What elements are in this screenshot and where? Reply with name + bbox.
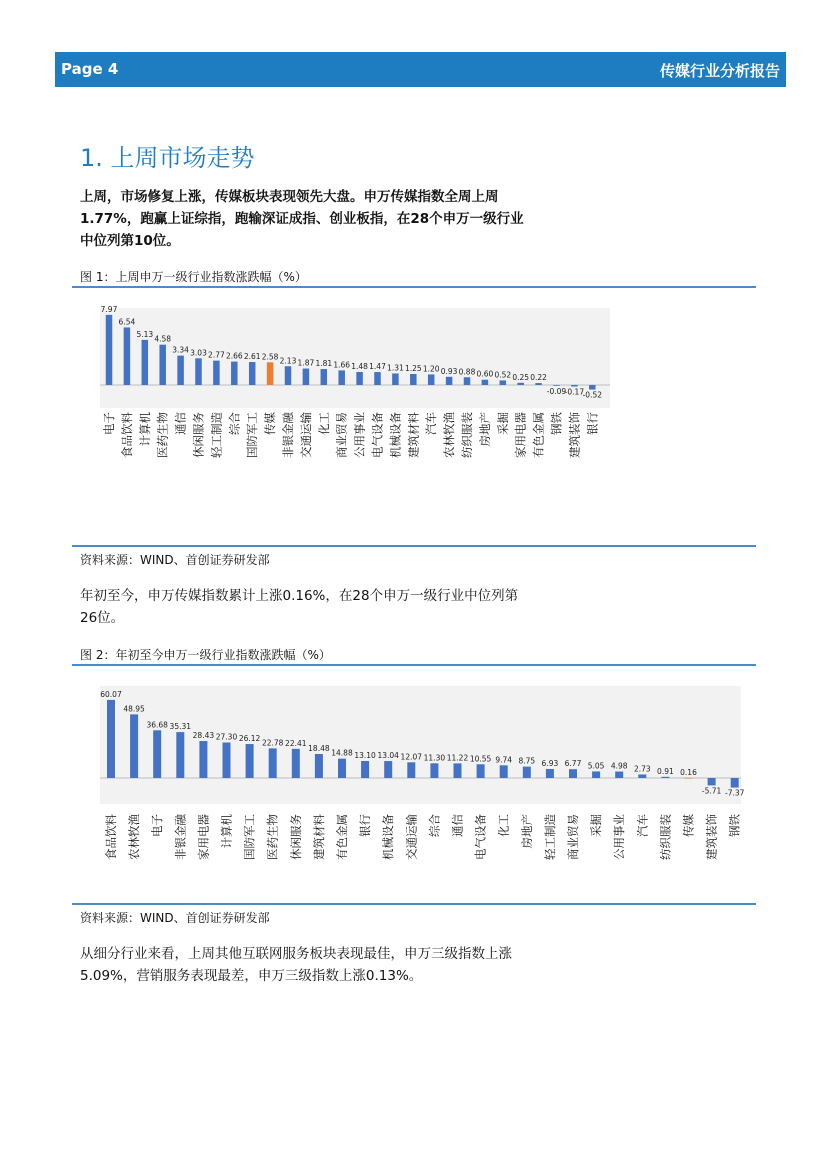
bar-1: [107, 700, 115, 778]
data-label-12: 1.87: [297, 358, 315, 368]
category-label-15: 综合: [427, 814, 442, 837]
category-label-16: 电气设备: [370, 412, 385, 458]
bar-2: [124, 327, 130, 385]
bar-4: [176, 732, 184, 778]
category-label-7: 国防军工: [242, 814, 257, 860]
bar-21: [569, 769, 577, 778]
category-label-18: 化工: [496, 814, 511, 837]
category-label-8: 综合: [227, 412, 242, 435]
data-label-25: 0.91: [657, 766, 674, 776]
category-label-9: 休闲服务: [288, 814, 303, 860]
data-label-1: 60.07: [100, 689, 122, 699]
bar-13: [384, 761, 392, 778]
category-label-27: 建筑装饰: [704, 814, 719, 860]
data-label-19: 8.75: [518, 756, 536, 766]
bar-14: [407, 762, 415, 778]
data-label-6: 3.03: [190, 348, 207, 358]
data-label-26: -0.09: [546, 386, 567, 396]
bar-13: [321, 369, 328, 385]
data-label-10: 2.58: [261, 352, 279, 362]
category-label-19: 房地产: [519, 814, 534, 849]
category-label-12: 银行: [358, 814, 373, 837]
category-label-13: 机械设备: [381, 814, 396, 860]
category-label-26: 传媒: [681, 814, 696, 837]
subsector-paragraph: 从细分行业来看，上周其他互联网服务板块表现最佳，申万三级指数上涨5.09%，营销服务表现最差，申万三级指数上涨0.13%。: [80, 946, 512, 984]
data-label-10: 18.48: [308, 743, 330, 753]
page-header: [55, 52, 786, 87]
category-label-11: 有色金属: [335, 814, 349, 860]
bar-8: [231, 362, 238, 385]
bar-10: [267, 362, 274, 385]
bar-17: [477, 764, 485, 778]
category-label-12: 交通运输: [298, 412, 313, 458]
category-label-14: 交通运输: [404, 814, 419, 860]
data-label-13: 13.04: [377, 751, 399, 761]
bar-17: [392, 373, 399, 385]
category-label-8: 医药生物: [265, 814, 280, 860]
data-label-15: 1.48: [351, 361, 368, 371]
category-label-21: 商业贸易: [566, 814, 580, 860]
bar-4: [159, 345, 166, 385]
data-label-3: 36.68: [146, 720, 168, 730]
category-label-6: 休闲服务: [191, 412, 206, 458]
bar-11: [285, 366, 292, 385]
bar-19: [523, 767, 531, 778]
bar-16: [454, 763, 462, 778]
bar-9: [249, 362, 256, 385]
page-number: Page 4: [61, 60, 119, 78]
bar-1: [106, 315, 113, 385]
data-label-2: 48.95: [123, 704, 145, 714]
category-label-22: 房地产: [477, 412, 492, 447]
data-label-7: 2.77: [208, 350, 225, 360]
data-label-24: 2.73: [633, 764, 651, 774]
data-label-19: 1.20: [422, 364, 440, 374]
data-label-18: 1.25: [404, 364, 422, 373]
bar-21: [464, 377, 471, 385]
bar-28: [589, 385, 596, 390]
figure-1-chart: [72, 290, 756, 542]
bar-25: [661, 777, 669, 778]
category-label-23: 采掘: [495, 412, 510, 435]
bar-22: [482, 380, 489, 385]
category-label-14: 商业贸易: [334, 412, 349, 458]
bar-27: [708, 778, 716, 785]
data-label-23: 4.98: [610, 761, 628, 771]
category-label-26: 钢铁: [549, 412, 564, 435]
figure-2-bottom-rule: [72, 903, 756, 905]
data-label-24: 0.25: [512, 372, 530, 382]
category-label-2: 农林牧渔: [127, 814, 142, 860]
data-label-7: 26.12: [238, 734, 261, 744]
category-label-11: 非银金融: [281, 412, 295, 458]
data-label-8: 2.66: [225, 351, 243, 361]
data-label-25: 0.22: [530, 373, 547, 383]
data-label-17: 1.31: [387, 363, 404, 373]
bar-22: [592, 771, 600, 778]
data-label-23: 0.52: [494, 370, 512, 380]
category-label-1: 食品饮料: [104, 814, 118, 860]
report-title: 传媒行业分析报告: [659, 62, 780, 80]
bar-20: [546, 769, 554, 778]
bar-14: [338, 370, 345, 385]
category-label-24: 汽车: [635, 814, 650, 837]
category-label-25: 纺织服装: [658, 814, 673, 860]
figure-1-bottom-rule: [72, 545, 756, 547]
bar-15: [430, 763, 438, 778]
bar-28: [731, 778, 739, 788]
data-label-5: 28.43: [192, 731, 215, 741]
category-label-2: 食品饮料: [119, 412, 134, 458]
data-label-11: 2.13: [279, 356, 297, 366]
category-label-19: 汽车: [424, 412, 439, 435]
bar-8: [269, 748, 277, 778]
data-label-4: 4.58: [154, 334, 172, 344]
figure-2-chart: [72, 668, 756, 902]
category-label-3: 计算机: [137, 412, 152, 447]
data-label-16: 1.47: [369, 362, 386, 372]
bar-26: [553, 385, 560, 386]
data-label-1: 7.97: [100, 304, 118, 314]
category-label-20: 农林牧渔: [442, 412, 457, 458]
data-label-4: 35.31: [169, 722, 192, 732]
data-label-11: 14.88: [331, 748, 353, 758]
figure-2-top-rule: [72, 664, 756, 666]
category-label-20: 轻工制造: [542, 814, 557, 860]
category-label-25: 有色金属: [531, 412, 546, 458]
data-label-28: -7.37: [724, 788, 745, 798]
intro-paragraph: 上周，市场修复上涨，传媒板块表现领先大盘。申万传媒指数全周上周1.77%，跑赢上证综指，跑输深证成指、创业板指，在28个申万一级行业中位列第10位。: [80, 189, 524, 249]
bar-6: [195, 358, 202, 385]
data-label-3: 5.13: [136, 329, 154, 339]
plot-area: [100, 686, 741, 804]
bar-16: [374, 372, 381, 385]
bar-12: [361, 761, 369, 778]
bar-12: [303, 369, 310, 385]
data-label-2: 6.54: [118, 317, 136, 327]
category-label-23: 公用事业: [612, 814, 627, 860]
figure-1-caption: 图 1：上周申万一级行业指数涨跌幅（%）: [80, 270, 307, 284]
bar-27: [571, 385, 578, 386]
data-label-26: 0.16: [680, 767, 697, 777]
bar-24: [638, 774, 646, 778]
bar-2: [130, 714, 138, 778]
data-label-22: 0.60: [476, 369, 494, 379]
plot-area: [100, 308, 610, 408]
data-label-28: -0.52: [582, 390, 603, 400]
data-label-17: 10.55: [469, 754, 492, 764]
data-label-16: 11.22: [446, 753, 469, 763]
category-label-9: 国防军工: [245, 412, 260, 458]
category-label-18: 建筑材料: [406, 412, 421, 458]
data-label-9: 22.41: [285, 738, 307, 748]
figure-2-source: 资料来源：WIND、首创证券研发部: [80, 911, 270, 925]
bar-19: [428, 374, 435, 385]
data-label-14: 1.66: [333, 360, 351, 370]
bar-5: [177, 356, 184, 385]
category-label-15: 公用事业: [352, 412, 367, 458]
category-label-28: 银行: [585, 412, 600, 435]
category-label-17: 电气设备: [473, 814, 488, 860]
category-label-1: 电子: [102, 412, 116, 435]
category-label-4: 非银金融: [173, 814, 188, 860]
category-label-3: 电子: [150, 814, 165, 837]
bar-23: [615, 772, 623, 778]
category-label-5: 通信: [173, 412, 188, 435]
data-label-5: 3.34: [172, 345, 189, 355]
bar-3: [142, 340, 149, 385]
category-label-16: 通信: [450, 814, 465, 837]
bar-10: [315, 754, 323, 778]
bar-18: [500, 765, 508, 778]
data-label-15: 11.30: [423, 753, 446, 763]
data-label-22: 5.05: [587, 761, 605, 771]
data-label-6: 27.30: [215, 732, 238, 742]
bar-18: [410, 374, 417, 385]
data-label-21: 6.77: [564, 759, 582, 769]
figure-1-top-rule: [72, 286, 756, 288]
section-title: 1. 上周市场走势: [80, 144, 255, 172]
category-label-10: 传媒: [263, 412, 278, 435]
bar-23: [500, 380, 507, 385]
category-label-27: 建筑装饰: [567, 412, 582, 458]
category-label-7: 轻工制造: [209, 412, 224, 458]
data-label-8: 22.78: [261, 738, 284, 748]
bar-26: [685, 778, 693, 779]
data-label-13: 1.81: [315, 359, 333, 369]
data-label-21: 0.88: [458, 367, 476, 377]
data-label-20: 0.93: [440, 366, 458, 376]
bar-7: [213, 361, 220, 385]
category-label-21: 纺织服装: [460, 412, 474, 458]
figure-2-caption: 图 2：年初至今申万一级行业指数涨跌幅（%）: [80, 648, 331, 662]
data-label-12: 13.10: [354, 750, 376, 760]
bar-15: [356, 372, 363, 385]
figure-1-source: 资料来源：WIND、首创证券研发部: [80, 553, 270, 567]
category-label-4: 医药生物: [155, 412, 170, 458]
data-label-20: 6.93: [541, 758, 559, 768]
category-label-17: 机械设备: [388, 412, 403, 458]
bar-11: [338, 759, 346, 778]
category-label-5: 家用电器: [196, 814, 211, 860]
bar-5: [199, 741, 207, 778]
bar-7: [246, 744, 254, 778]
bar-20: [446, 377, 453, 385]
data-label-14: 12.07: [400, 752, 423, 762]
data-label-27: -0.17: [564, 387, 585, 397]
bar-6: [223, 743, 231, 778]
data-label-18: 9.74: [495, 755, 513, 765]
bar-9: [292, 749, 300, 778]
ytd-paragraph: 年初至今，申万传媒指数累计上涨0.16%，在28个申万一级行业中位列第26位。: [80, 588, 519, 626]
category-label-13: 化工: [316, 412, 331, 435]
bar-24: [517, 383, 524, 385]
data-label-27: -5.71: [701, 786, 722, 796]
category-label-10: 建筑材料: [311, 814, 326, 860]
bar-3: [153, 730, 161, 778]
bar-25: [535, 383, 542, 385]
category-label-6: 计算机: [219, 814, 234, 849]
category-label-24: 家用电器: [513, 412, 528, 458]
data-label-9: 2.61: [243, 352, 261, 362]
category-label-28: 钢铁: [727, 814, 742, 837]
category-label-22: 采掘: [589, 814, 604, 837]
